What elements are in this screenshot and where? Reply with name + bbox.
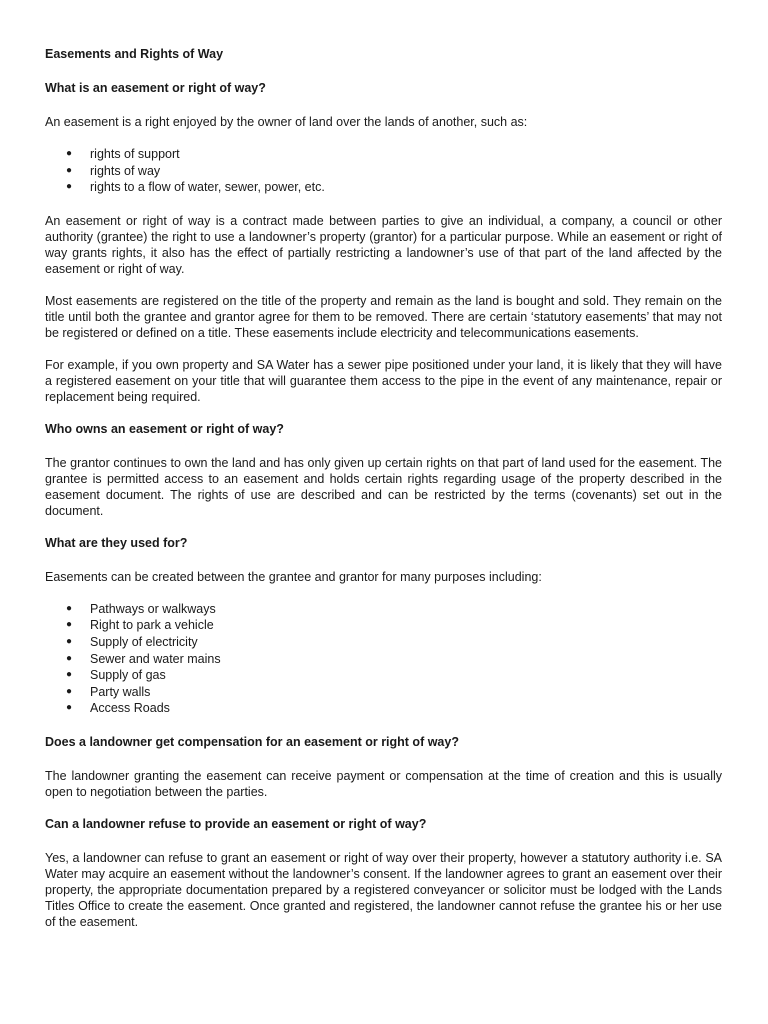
list-item-text: Sewer and water mains bbox=[90, 651, 221, 666]
list-item-text: Supply of electricity bbox=[90, 634, 198, 649]
bullet-icon: ● bbox=[66, 635, 73, 647]
bullet-icon: ● bbox=[66, 702, 73, 714]
section-heading: What are they used for? bbox=[45, 535, 188, 550]
list-item bbox=[45, 163, 722, 180]
list-item bbox=[45, 179, 722, 196]
paragraph: Easements can be created between the grantee and grantor for many purposes including: bbox=[45, 569, 542, 584]
list-item bbox=[45, 700, 722, 717]
paragraph: For example, if you own property and SA Water has a sewer pipe positioned under your land, it is likely that they will have a registered easement on your title that will guarantee them access to the pipe in the event of any maintenance, repair or replacement being required. bbox=[45, 357, 722, 404]
list-item-text: Party walls bbox=[90, 684, 151, 699]
list-item bbox=[45, 684, 722, 701]
paragraph: The grantor continues to own the land and has only given up certain rights on that part of land used for the easement. The grantee is permitted access to an easement and holds certain rights regarding usage of the property described in the easement document. The rights of use are described and can be restricted by the terms (covenants) set out in the document. bbox=[45, 455, 722, 518]
list-item-text: rights of way bbox=[90, 163, 161, 178]
list-item-text: Access Roads bbox=[90, 701, 170, 716]
bullet-icon: ● bbox=[66, 602, 73, 614]
bullet-list bbox=[45, 146, 722, 196]
list-item bbox=[45, 617, 722, 634]
list-item-text: Pathways or walkways bbox=[90, 601, 216, 616]
list-item-text: rights to a flow of water, sewer, power, etc. bbox=[90, 180, 325, 195]
section-heading: Can a landowner refuse to provide an easement or right of way? bbox=[45, 816, 427, 831]
paragraph: Most easements are registered on the title of the property and remain as the land is bought and sold. They remain on the title until both the grantee and grantor agree for them to be removed. There are certain ‘statutory easements’ that may not be registered or defined on a title. These easements include electricity and telecommunications easements. bbox=[45, 293, 722, 340]
bullet-icon: ● bbox=[66, 619, 73, 631]
list-item-text: rights of support bbox=[90, 147, 180, 161]
list-item bbox=[45, 651, 722, 668]
list-item bbox=[45, 634, 722, 651]
bullet-icon: ● bbox=[66, 669, 73, 681]
list-item bbox=[45, 146, 722, 163]
paragraph: An easement or right of way is a contract made between parties to give an individual, a company, a council or other authority (grantee) the right to use a landowner’s property (grantor) for a particular purpose. While an easement or right of way grants rights, it also has the effect of partially restricting a landowner’s use of that part of the land affected by the easement or right of way. bbox=[45, 213, 722, 276]
document-page bbox=[45, 46, 722, 946]
paragraph: The landowner granting the easement can receive payment or compensation at the time of creation and this is usually open to negotiation between the parties. bbox=[45, 768, 722, 799]
list-item bbox=[45, 667, 722, 684]
document-title: Easements and Rights of Way bbox=[45, 47, 224, 61]
paragraph: An easement is a right enjoyed by the owner of land over the lands of another, such as: bbox=[45, 115, 528, 129]
bullet-icon: ● bbox=[66, 148, 73, 159]
bullet-icon: ● bbox=[66, 164, 73, 176]
list-item-text: Right to park a vehicle bbox=[90, 618, 214, 633]
bullet-icon: ● bbox=[66, 685, 73, 697]
section-heading: Who owns an easement or right of way? bbox=[45, 421, 284, 436]
bullet-list bbox=[45, 601, 722, 717]
section-heading: Does a landowner get compensation for an easement or right of way? bbox=[45, 734, 459, 749]
bullet-icon: ● bbox=[66, 652, 73, 664]
list-item bbox=[45, 601, 722, 618]
list-item-text: Supply of gas bbox=[90, 668, 166, 683]
bullet-icon: ● bbox=[66, 181, 73, 193]
paragraph: Yes, a landowner can refuse to grant an easement or right of way over their property, however a statutory authority i.e. SA Water may acquire an easement without the landowner’s consent. If the landowner agrees to grant an easement over their property, the appropriate documentation prepared by a registered conveyancer or solicitor must be lodged with the Lands Titles Office to create the easement. Once granted and registered, the landowner cannot refuse the grantee his or her use of the easement. bbox=[45, 850, 722, 929]
section-heading: What is an easement or right of way? bbox=[45, 81, 266, 95]
